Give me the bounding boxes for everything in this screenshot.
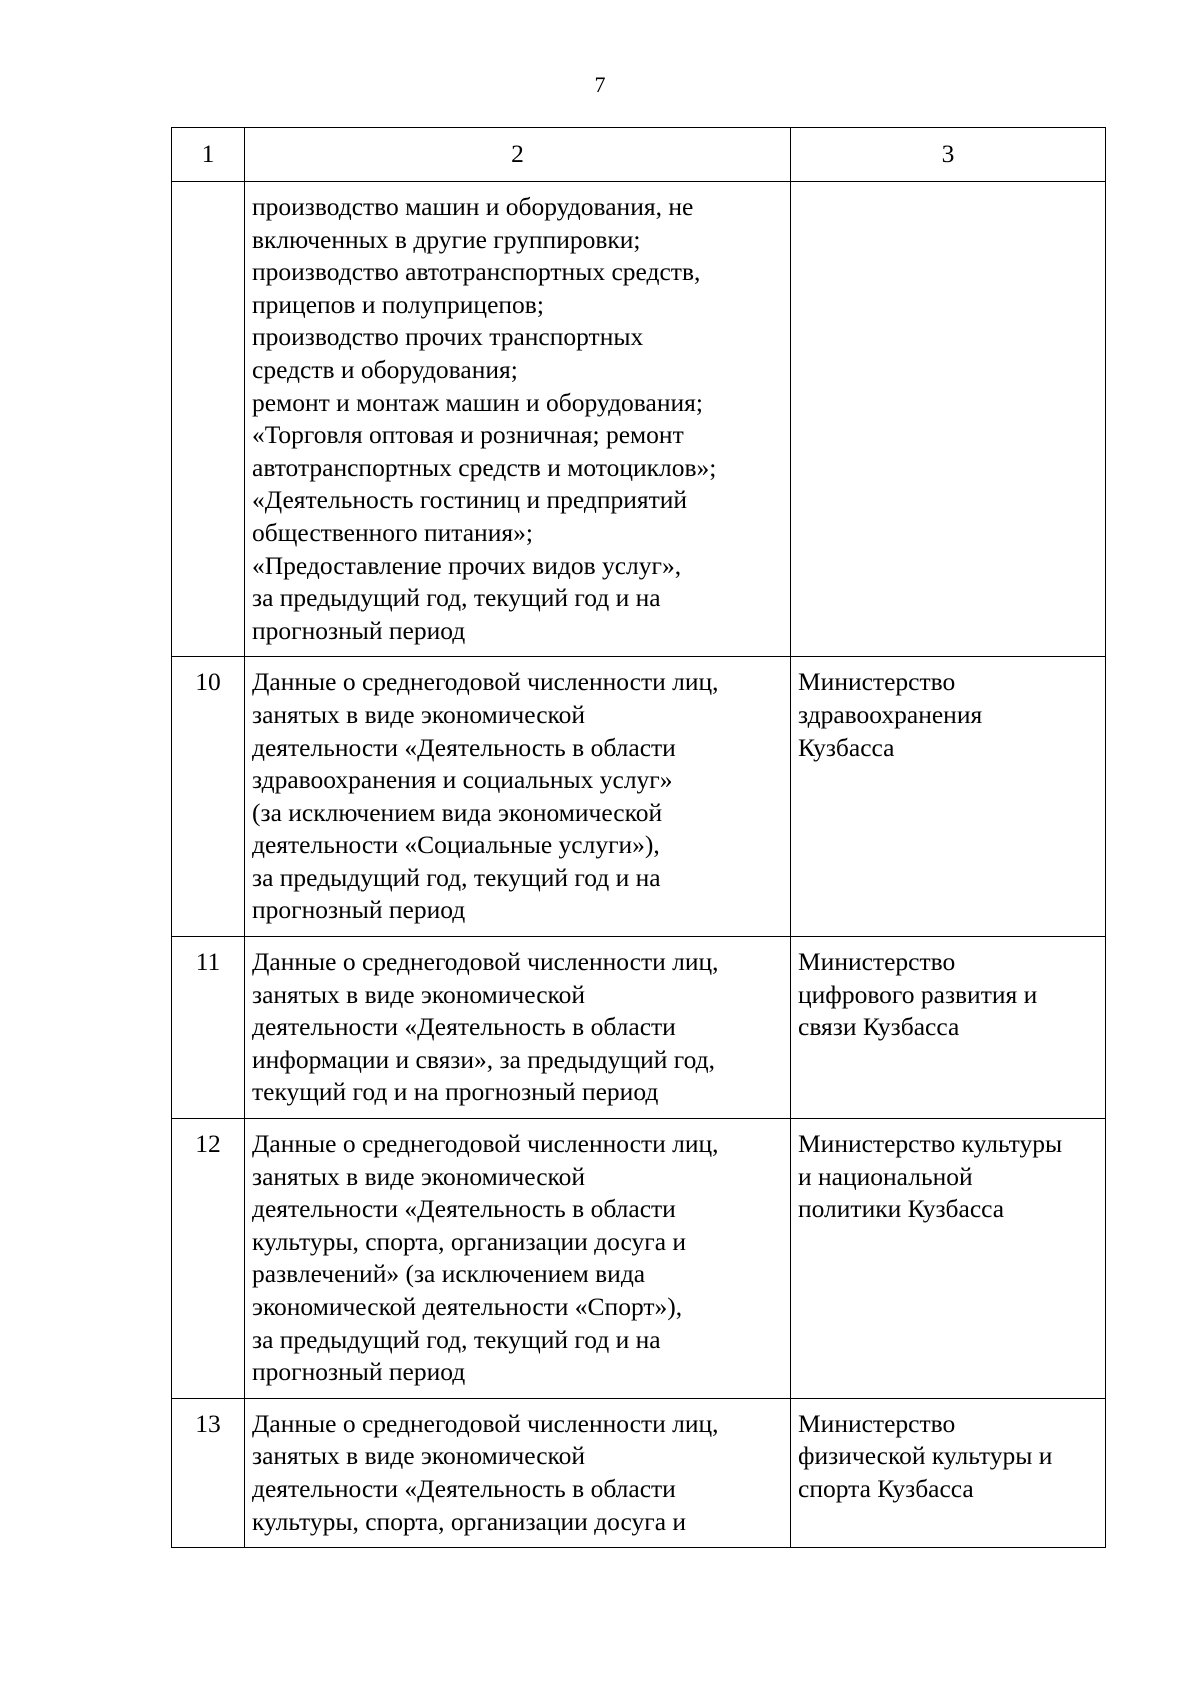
description-line: здравоохранения и социальных услуг» (252, 765, 673, 795)
responsible-line: и национальной (798, 1161, 973, 1191)
description-line: деятельности «Социальные услуги»), (252, 830, 660, 860)
responsible-line: Министерство (798, 947, 956, 977)
responsible-line: Кузбасса (798, 732, 895, 762)
description-cell (245, 657, 791, 937)
description-line: прогнозный период (252, 895, 466, 925)
description-line: деятельности «Деятельность в области (252, 1012, 676, 1042)
description-cell (245, 1398, 791, 1547)
table-row (172, 1398, 1106, 1547)
description-line: производство автотранспортных средств, (252, 257, 701, 287)
description-line: «Предоставление прочих видов услуг», (252, 550, 682, 580)
description-line: средств и оборудования; (252, 354, 518, 384)
description-line: деятельности «Деятельность в области (252, 1473, 676, 1503)
description-line: информации и связи», за предыдущий год, (252, 1044, 715, 1074)
description-line: за предыдущий год, текущий год и на (252, 862, 661, 892)
description-line: прогнозный период (252, 615, 466, 645)
description-line: «Торговля оптовая и розничная; ремонт (252, 420, 684, 450)
data-table (171, 127, 1106, 1548)
description-line: ремонт и монтаж машин и оборудования; (252, 387, 703, 417)
description-line: Данные о среднегодовой численности лиц, (252, 1129, 719, 1159)
description-cell (245, 182, 791, 657)
responsible-line: спорта Кузбасса (798, 1473, 974, 1503)
responsible-line: Министерство культуры (798, 1129, 1063, 1159)
description-line: текущий год и на прогнозный период (252, 1077, 659, 1107)
table-body (172, 182, 1106, 1548)
responsible-line: физической культуры и (798, 1441, 1053, 1471)
table-row (172, 182, 1106, 657)
responsible-cell (791, 182, 1106, 657)
description-line: производство машин и оборудования, не (252, 192, 694, 221)
description-line: общественного питания»; (252, 517, 533, 547)
description-line: автотранспортных средств и мотоциклов»; (252, 452, 717, 482)
column-header-number: 1 (172, 128, 245, 182)
description-line: Данные о среднегодовой численности лиц, (252, 667, 719, 697)
column-header-responsible: 3 (791, 128, 1106, 182)
responsible-line: здравоохранения (798, 699, 983, 729)
table-header-row (172, 128, 1106, 182)
row-number-cell: 10 (172, 657, 245, 937)
description-cell (245, 937, 791, 1119)
table-row (172, 937, 1106, 1119)
description-line: за предыдущий год, текущий год и на (252, 1324, 661, 1354)
description-line: включенных в другие группировки; (252, 224, 641, 254)
responsible-cell (791, 1398, 1106, 1547)
description-line: культуры, спорта, организации досуга и (252, 1226, 687, 1256)
description-line: развлечений» (за исключением вида (252, 1259, 646, 1289)
description-line: занятых в виде экономической (252, 979, 586, 1009)
table-row (172, 657, 1106, 937)
description-line: деятельности «Деятельность в области (252, 1194, 676, 1224)
description-line: Данные о среднегодовой численности лиц, (252, 1408, 719, 1438)
description-line: Данные о среднегодовой численности лиц, (252, 947, 719, 977)
row-number-cell: 13 (172, 1398, 245, 1547)
responsible-line: связи Кузбасса (798, 1012, 960, 1042)
description-line: деятельности «Деятельность в области (252, 732, 676, 762)
description-line: занятых в виде экономической (252, 1161, 586, 1191)
description-line: за предыдущий год, текущий год и на (252, 583, 661, 613)
description-line: «Деятельность гостиниц и предприятий (252, 485, 688, 515)
table-row (172, 1119, 1106, 1399)
row-number-cell (172, 182, 245, 657)
description-line: производство прочих транспортных (252, 322, 644, 352)
row-number-cell: 11 (172, 937, 245, 1119)
description-line: занятых в виде экономической (252, 1441, 586, 1471)
responsible-line: Министерство (798, 1408, 956, 1438)
responsible-line: цифрового развития и (798, 979, 1038, 1009)
responsible-line: Министерство (798, 667, 956, 697)
responsible-cell (791, 937, 1106, 1119)
row-number-cell: 12 (172, 1119, 245, 1399)
responsible-line: политики Кузбасса (798, 1194, 1005, 1224)
description-line: экономической деятельности «Спорт»), (252, 1292, 683, 1321)
description-line: занятых в виде экономической (252, 699, 586, 729)
page-number: 7 (594, 72, 606, 97)
responsible-cell (791, 657, 1106, 937)
column-header-description: 2 (245, 128, 791, 182)
responsible-cell (791, 1119, 1106, 1399)
description-line: прицепов и полуприцепов; (252, 289, 544, 319)
description-line: культуры, спорта, организации досуга и (252, 1506, 687, 1536)
description-line: (за исключением вида экономической (252, 797, 663, 827)
description-line: прогнозный период (252, 1357, 466, 1387)
description-cell (245, 1119, 791, 1399)
